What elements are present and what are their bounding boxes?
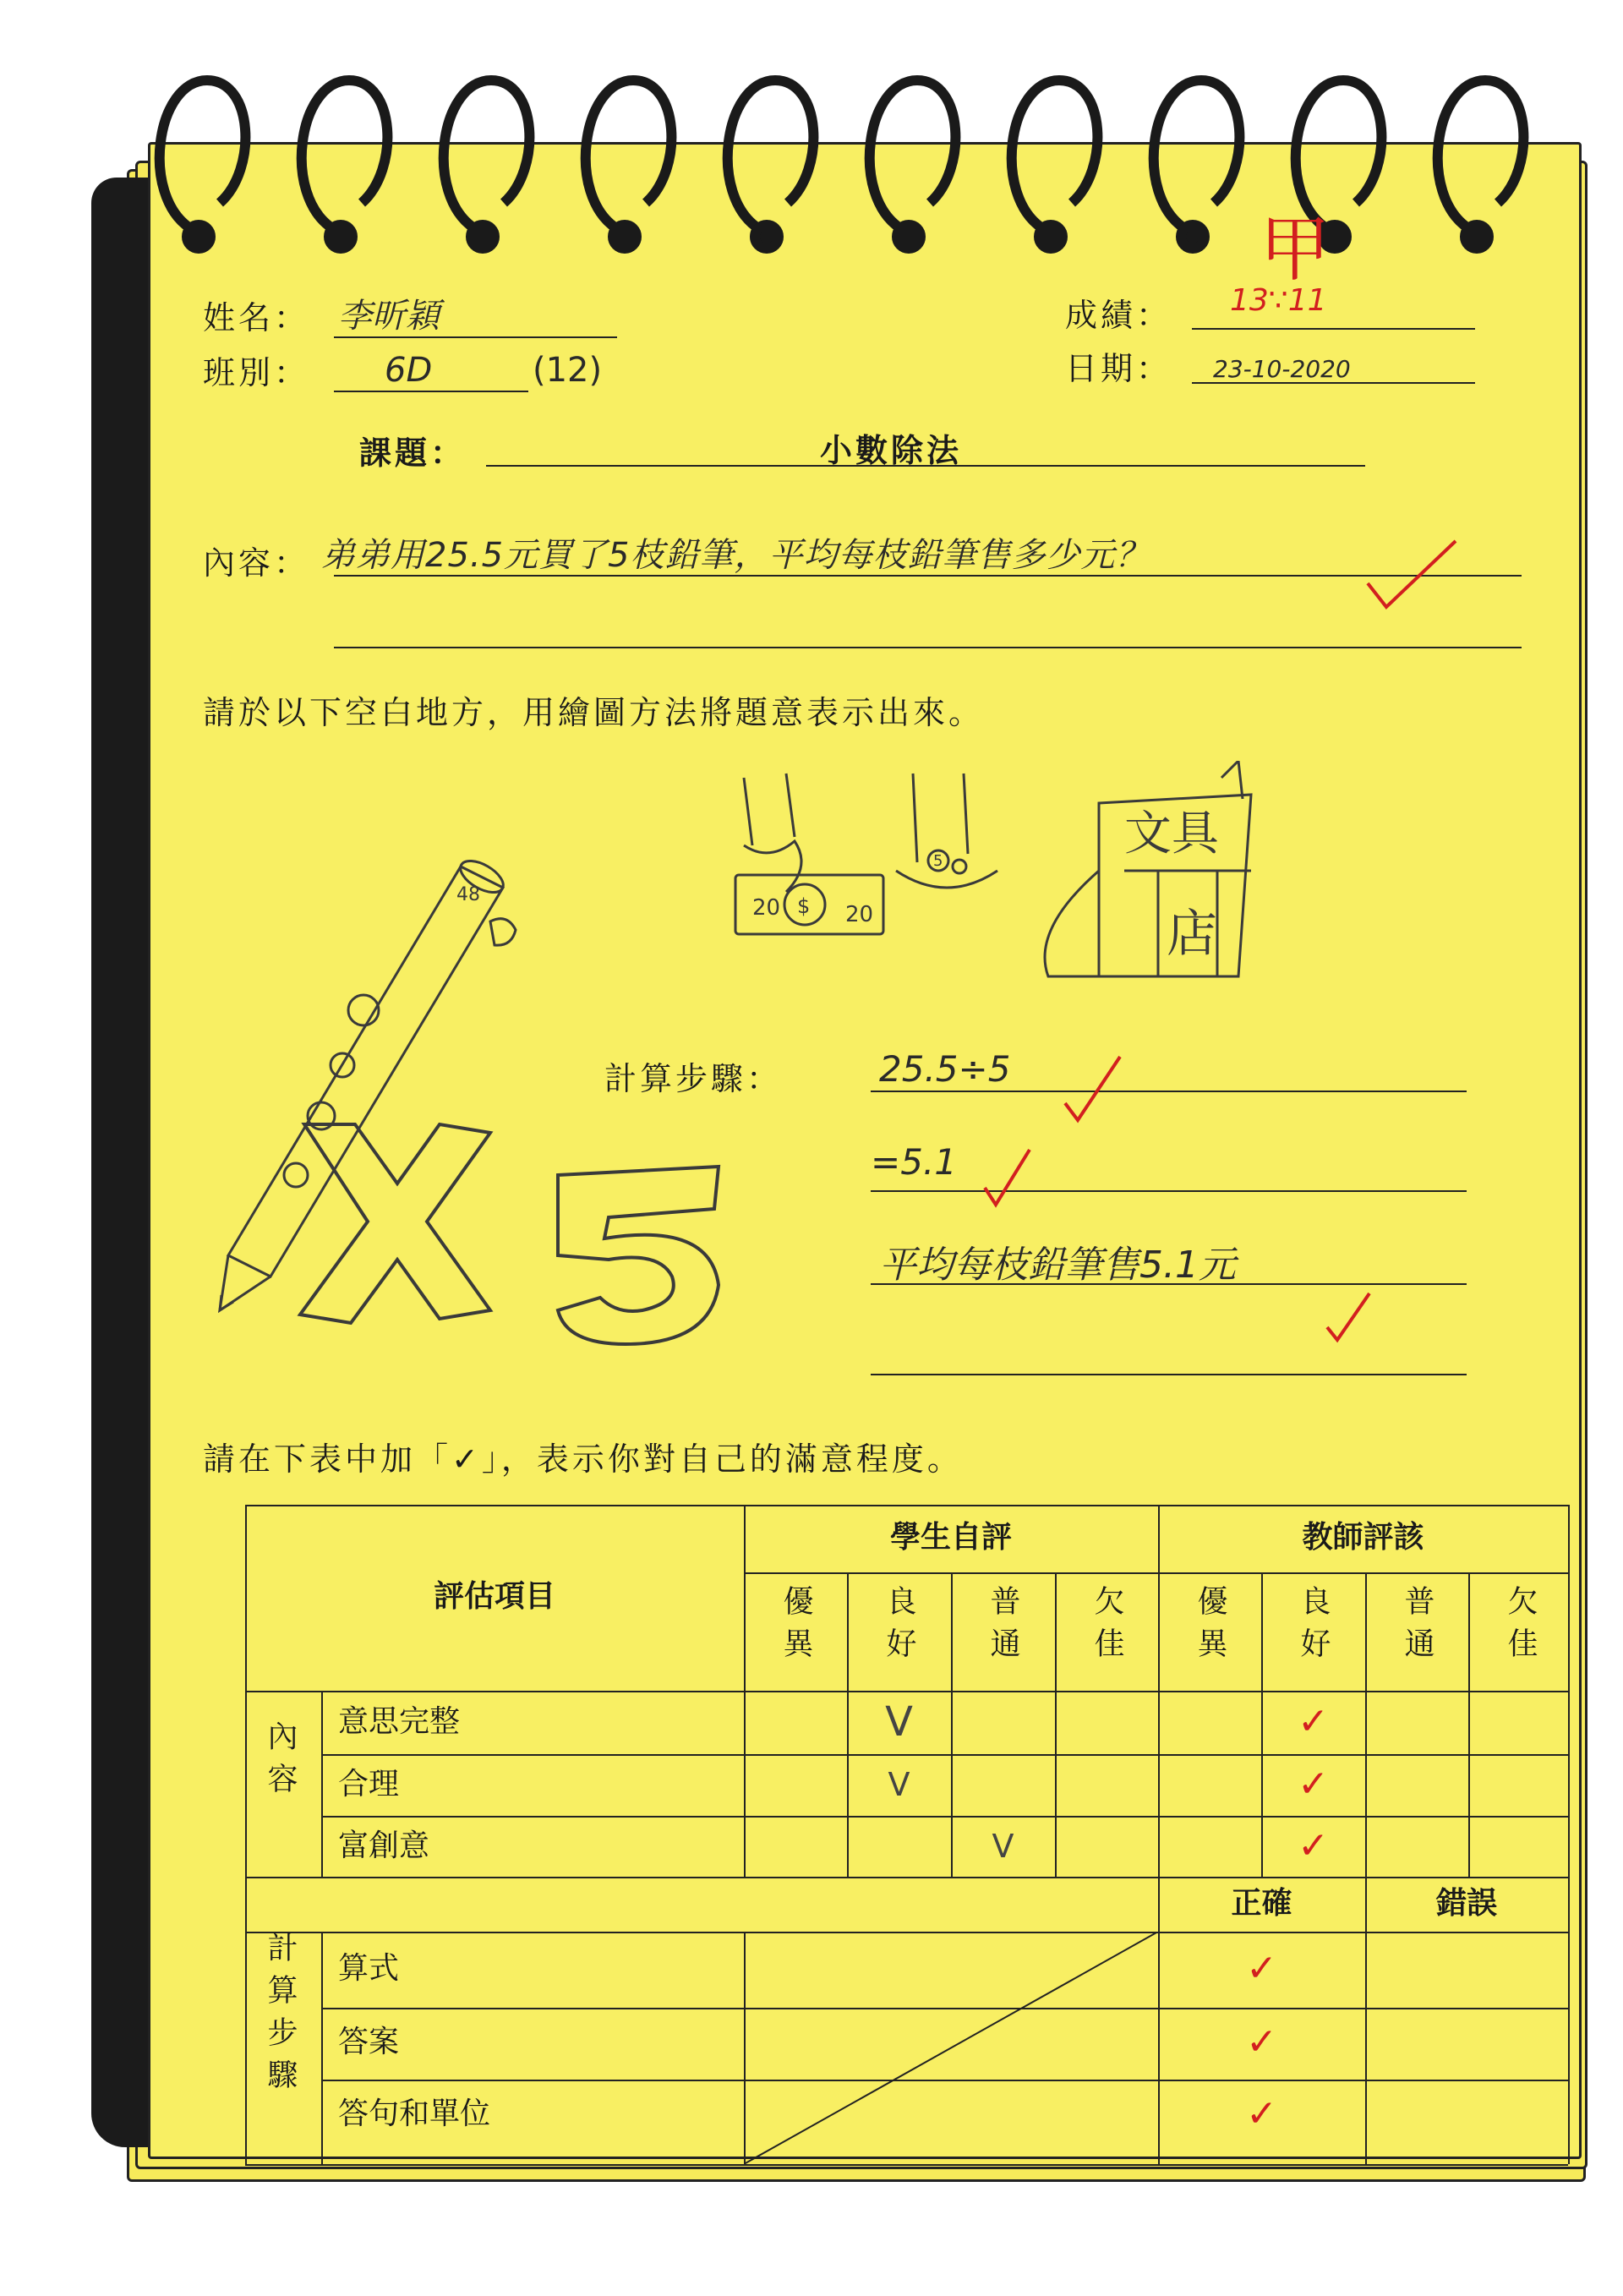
spiral-ring (870, 80, 956, 228)
date-value: 23-10-2020 (1213, 355, 1351, 383)
drawing-instruction: 請於以下空白地方，用繪圖方法將題意表示出來。 (203, 694, 985, 731)
teacher-check-reasonable: ✓ (1298, 1763, 1329, 1806)
ring-hole (897, 225, 921, 249)
ring-hole (187, 225, 210, 249)
calc-step-2: =5.1 (871, 1141, 957, 1183)
coin-hand-label: 5 (933, 852, 943, 870)
student-header: 學生自評 (889, 1520, 1012, 1555)
student-check-completeness: V (885, 1698, 913, 1746)
section-calc-label: 計算步驟 (263, 1932, 298, 2101)
content-value: 弟弟用25.5元買了5枝鉛筆，平均每枝鉛筆售多少元？ (321, 536, 1150, 575)
ring-hole (329, 225, 352, 249)
topic-value: 小數除法 (820, 432, 963, 469)
row-formula: 算式 (338, 1951, 400, 1986)
teacher-grade-poor: 欠佳 (1503, 1585, 1538, 1670)
date-label: 日期： (1065, 350, 1172, 387)
teacher-check-sentence-unit: ✓ (1246, 2092, 1277, 2135)
coin-label: $ (797, 894, 811, 918)
student-check-reasonable: V (888, 1766, 910, 1803)
rating-instruction: 請在下表中加「✓」，表示你對自己的滿意程度。 (203, 1440, 963, 1478)
correct-header: 正確 (1231, 1886, 1292, 1921)
teacher-grade-average: 普通 (1400, 1585, 1434, 1670)
teacher-grade-good: 良好 (1296, 1585, 1331, 1670)
ring-hole (755, 225, 779, 249)
table-diagonal (744, 1932, 1158, 2164)
class-label: 班別： (203, 354, 310, 391)
assessment-table (245, 1505, 1568, 2164)
spiral-ring (1012, 80, 1098, 228)
topic-underline (486, 465, 1365, 467)
bill-right-label: 20 (845, 902, 874, 927)
content-underline-1 (334, 575, 1522, 577)
shop-glyph: 店 (1167, 905, 1217, 964)
name-value: 李昕穎 (338, 297, 440, 336)
ring-hole (1181, 225, 1205, 249)
spiral-binding (0, 0, 1623, 287)
pencil-number: 48 (456, 884, 480, 905)
teacher-check-answer: ✓ (1246, 2020, 1277, 2064)
name-underline (334, 336, 617, 338)
topic-label: 課題： (359, 435, 467, 472)
spiral-ring (1154, 80, 1240, 228)
hand-coin-drawing (896, 774, 997, 888)
teacher-grade-excellent: 優異 (1193, 1585, 1227, 1670)
calc-step-1: 25.5÷5 (879, 1048, 1011, 1090)
student-grade-average: 普通 (986, 1585, 1020, 1670)
item-header: 評估項目 (433, 1579, 555, 1614)
spiral-ring (160, 80, 246, 228)
shop-drawing (1045, 761, 1251, 976)
row-sentence-unit: 答句和單位 (338, 2096, 491, 2131)
score-label: 成績： (1065, 297, 1172, 334)
row-reasonable: 合理 (338, 1767, 400, 1801)
student-grade-excellent: 優異 (779, 1585, 813, 1670)
calc-step-3: 平均每枝鉛筆售5.1元 (879, 1244, 1236, 1287)
class-number: (12) (533, 351, 603, 390)
spiral-ring (728, 80, 814, 228)
spiral-ring (444, 80, 530, 228)
content-check-mark (1361, 533, 1462, 617)
ring-hole (613, 225, 637, 249)
row-answer: 答案 (338, 2025, 400, 2059)
spiral-ring (586, 80, 672, 228)
shop-sign: 文具 (1124, 806, 1219, 861)
score-underline (1192, 328, 1475, 330)
student-grade-poor: 欠佳 (1090, 1585, 1124, 1670)
row-creativity: 富創意 (338, 1829, 430, 1863)
bill-left-label: 20 (752, 895, 781, 921)
x5-drawing (300, 1124, 719, 1344)
section-content-label: 內容 (263, 1720, 298, 1805)
teacher-check-creativity: ✓ (1298, 1824, 1329, 1867)
pencil-drawing (220, 855, 516, 1310)
teacher-header: 教師評該 (1302, 1520, 1424, 1555)
student-grade-good: 良好 (882, 1585, 916, 1670)
name-label: 姓名： (203, 299, 310, 336)
notebook-shadow (91, 178, 150, 2147)
teacher-check-formula: ✓ (1246, 1947, 1277, 1990)
wrong-header: 錯誤 (1435, 1886, 1497, 1921)
content-label: 內容： (203, 544, 310, 582)
score-value: 13∵11 (1230, 283, 1327, 318)
ring-hole (1039, 225, 1063, 249)
calc-label: 計算步驟： (604, 1060, 783, 1097)
ring-hole (1465, 225, 1489, 249)
content-underline-2 (334, 647, 1522, 648)
ring-hole (471, 225, 495, 249)
calc-check-marks (972, 1040, 1395, 1361)
spiral-ring (302, 80, 388, 228)
grade-mark: 甲 (1260, 208, 1331, 291)
class-underline (334, 391, 528, 392)
calc-underline-4 (871, 1374, 1467, 1375)
date-underline (1192, 382, 1475, 384)
row-completeness: 意思完整 (338, 1704, 461, 1739)
student-check-creativity: V (992, 1828, 1014, 1865)
spiral-ring (1438, 80, 1524, 228)
class-value: 6D (385, 351, 433, 390)
teacher-check-completeness: ✓ (1298, 1700, 1329, 1743)
